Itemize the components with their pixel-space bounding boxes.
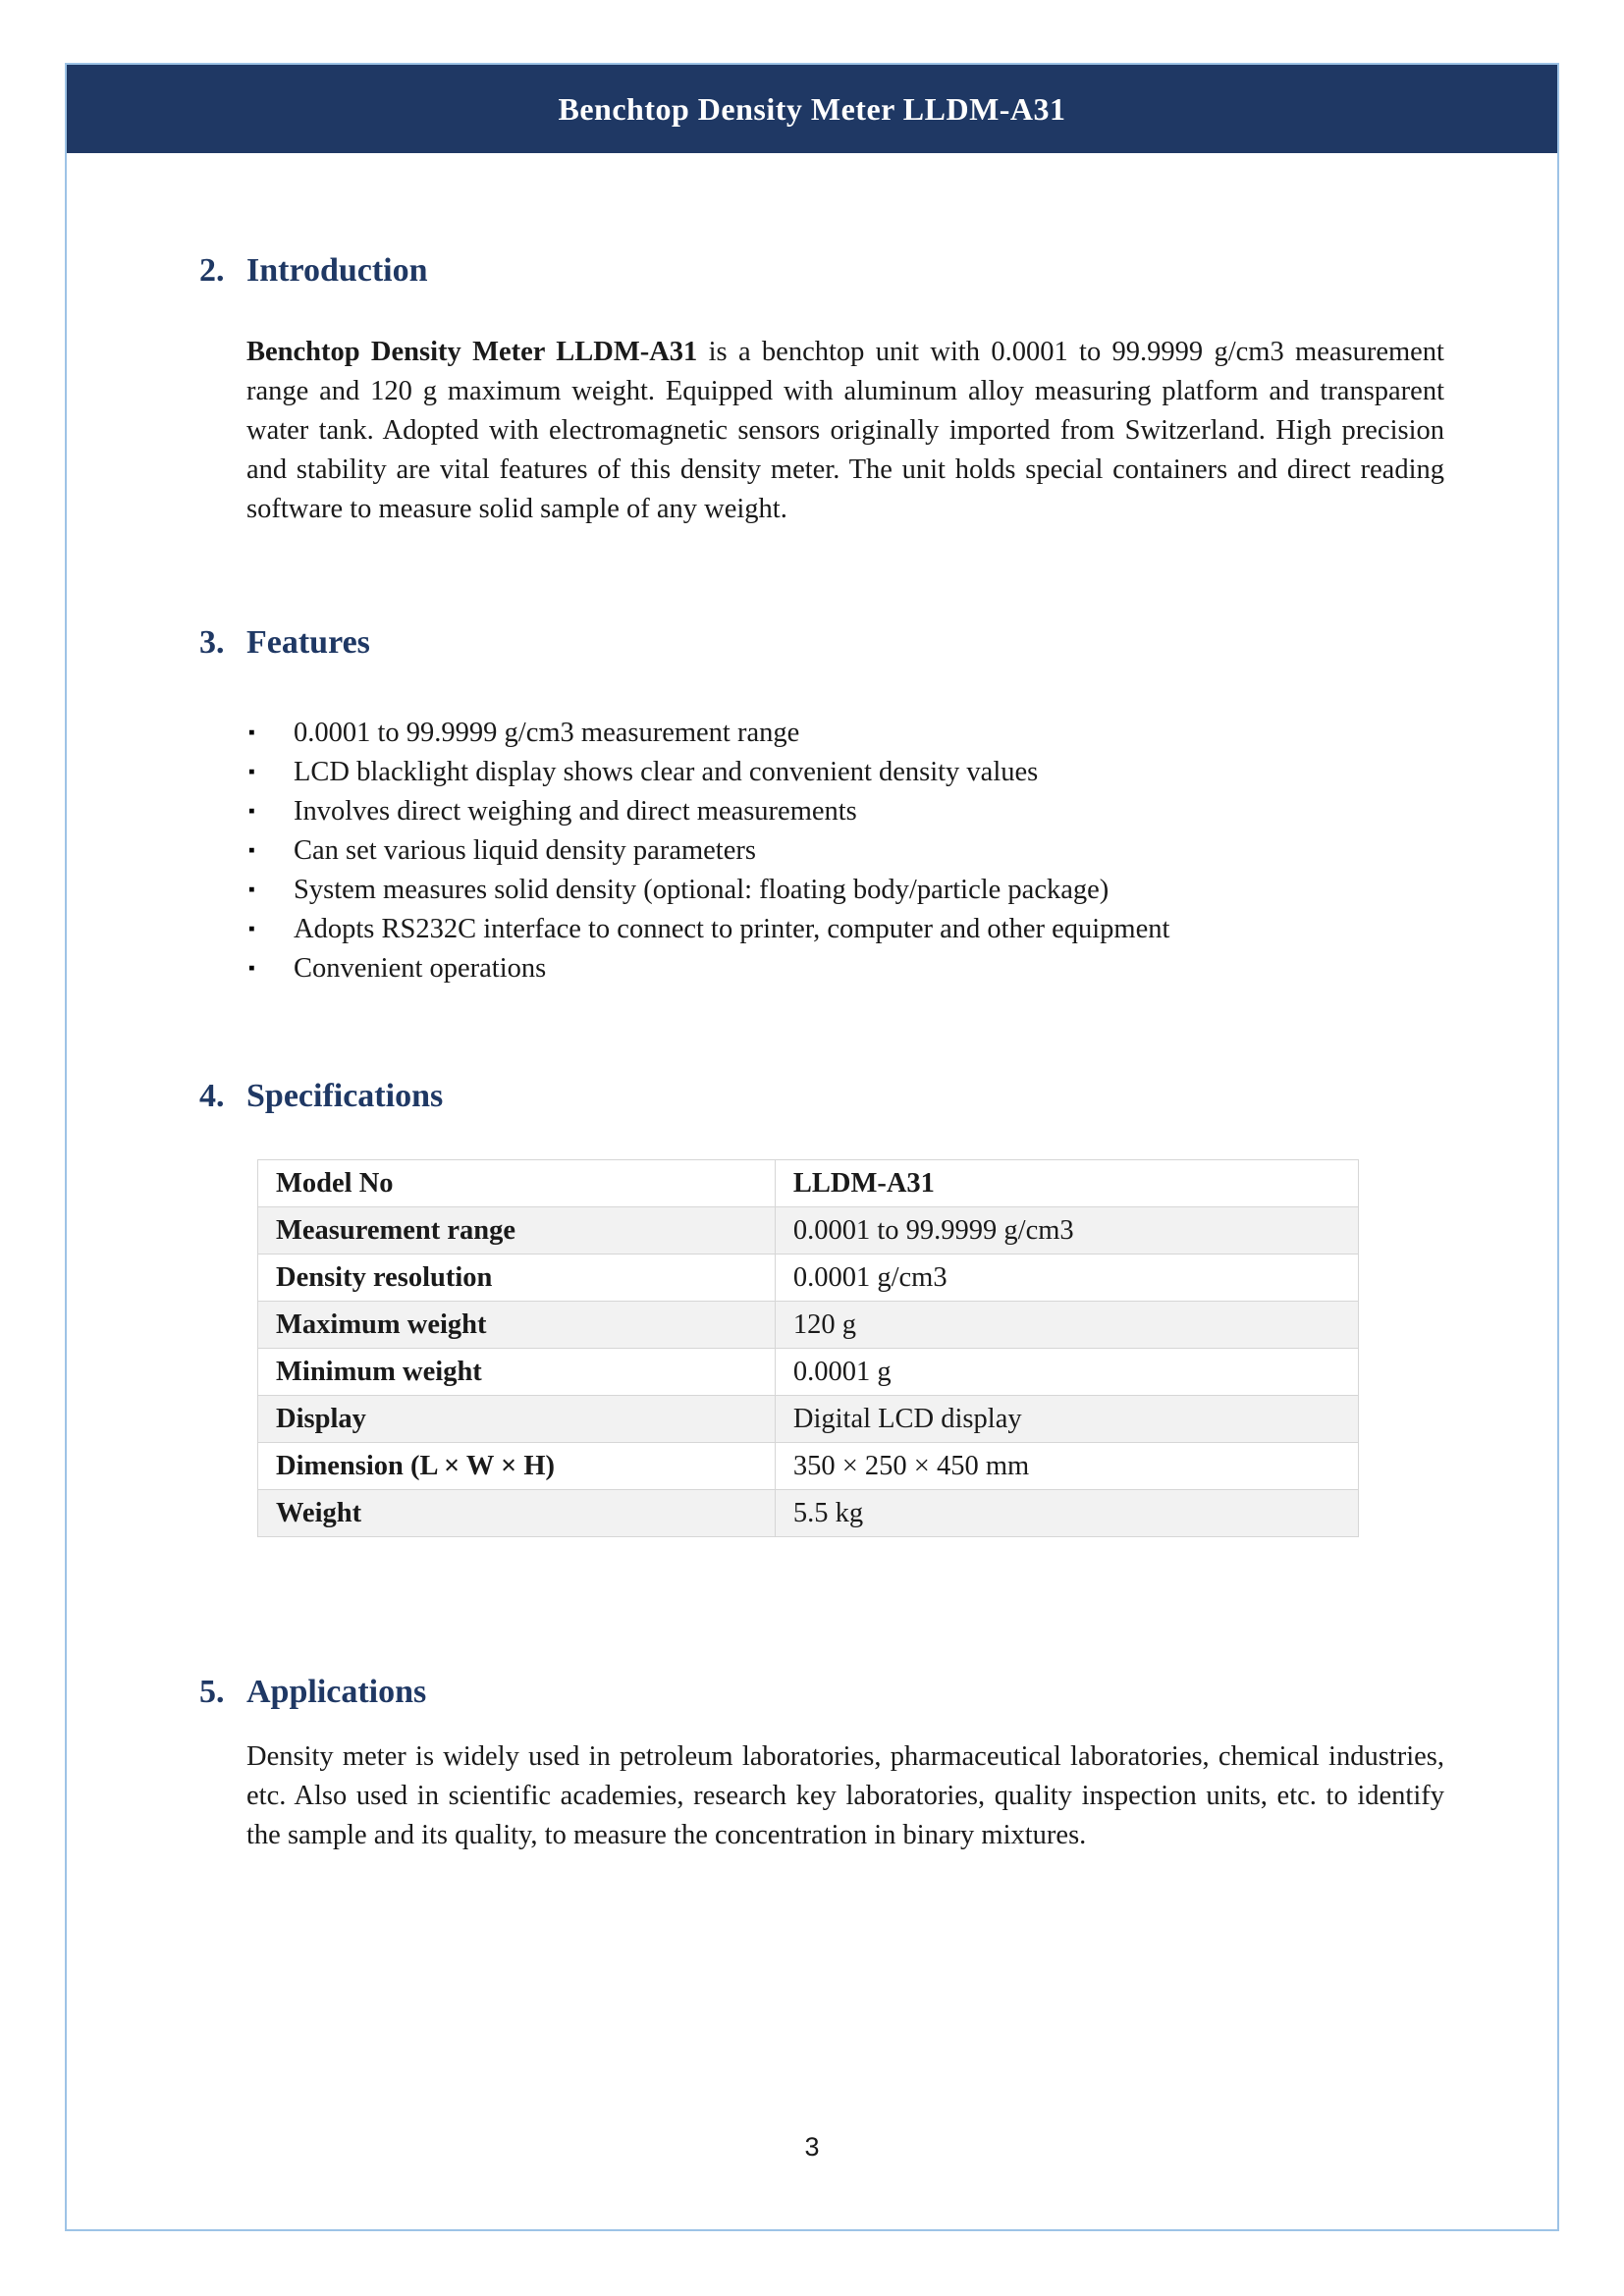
- section-title: Applications: [246, 1674, 427, 1710]
- section-number: 2.: [199, 252, 225, 289]
- section-applications: [199, 1671, 1444, 1855]
- table-row: [258, 1207, 1359, 1255]
- square-bullet-icon: ▪: [248, 722, 255, 743]
- section-title: Specifications: [246, 1078, 444, 1114]
- page-number: 3: [804, 2132, 820, 2162]
- feature-text: System measures solid density (optional: floating body/particle package): [294, 875, 1110, 905]
- feature-text: Can set various liquid density parameters: [294, 835, 756, 866]
- spec-label: Density resolution: [258, 1255, 776, 1302]
- section-heading-applications: [199, 1671, 1444, 1714]
- spec-value: LLDM-A31: [775, 1160, 1358, 1207]
- section-number: 5.: [199, 1674, 225, 1710]
- square-bullet-icon: ▪: [248, 880, 255, 900]
- square-bullet-icon: ▪: [248, 840, 255, 861]
- spec-value: Digital LCD display: [775, 1396, 1358, 1443]
- section-specifications: [199, 1075, 1444, 1537]
- introduction-body-text: is a benchtop unit with 0.0001 to 99.9999 g/cm3 measurement range and 120 g maximum weight. Equipped with aluminum alloy measuring platform and transparent water tank. Adopted with electromagnetic sensors originally imported from Switzerland. High precision and stability are vital features of this density meter. The unit holds special containers and direct reading software to measure solid sample of any weight.: [246, 337, 1444, 524]
- table-row: [258, 1443, 1359, 1490]
- table-row: [258, 1396, 1359, 1443]
- list-item: [248, 910, 1444, 949]
- section-title: Introduction: [246, 252, 428, 289]
- spec-value: 120 g: [775, 1302, 1358, 1349]
- feature-text: Adopts RS232C interface to connect to printer, computer and other equipment: [294, 914, 1170, 944]
- section-heading-specifications: [199, 1075, 1444, 1118]
- feature-text: 0.0001 to 99.9999 g/cm3 measurement range: [294, 718, 800, 748]
- table-row: [258, 1302, 1359, 1349]
- section-introduction: [199, 249, 1444, 529]
- spec-label: Minimum weight: [258, 1349, 776, 1396]
- feature-text: Involves direct weighing and direct measurements: [294, 796, 857, 827]
- spec-label: Maximum weight: [258, 1302, 776, 1349]
- spec-value: 0.0001 to 99.9999 g/cm3: [775, 1207, 1358, 1255]
- document-title: Benchtop Density Meter LLDM-A31: [558, 90, 1066, 127]
- section-heading-introduction: [199, 249, 1444, 293]
- table-row: [258, 1349, 1359, 1396]
- list-item: [248, 831, 1444, 871]
- feature-text: LCD blacklight display shows clear and convenient density values: [294, 757, 1039, 787]
- document-header-band: [67, 65, 1557, 153]
- list-item: [248, 714, 1444, 753]
- applications-paragraph: Density meter is widely used in petroleum laboratories, pharmaceutical laboratories, chemical industries, etc. Also used in scientific academies, research key laboratories, quality inspection units, etc. to identify the sample and its quality, to measure the concentration in binary mixtures.: [246, 1741, 1444, 1850]
- section-features: [199, 621, 1444, 988]
- square-bullet-icon: ▪: [248, 801, 255, 822]
- square-bullet-icon: ▪: [248, 958, 255, 979]
- spec-value: 5.5 kg: [775, 1490, 1358, 1537]
- introduction-lead-bold: Benchtop Density Meter LLDM-A31: [246, 337, 698, 367]
- section-number: 4.: [199, 1078, 225, 1114]
- introduction-paragraph: [246, 333, 1444, 529]
- square-bullet-icon: ▪: [248, 919, 255, 939]
- spec-value: 0.0001 g: [775, 1349, 1358, 1396]
- list-item: [248, 753, 1444, 792]
- list-item: [248, 949, 1444, 988]
- list-item: [248, 871, 1444, 910]
- list-item: [248, 792, 1444, 831]
- spec-label: Model No: [258, 1160, 776, 1207]
- section-title: Features: [246, 624, 370, 661]
- section-number: 3.: [199, 624, 225, 661]
- spec-label: Display: [258, 1396, 776, 1443]
- spec-value: 0.0001 g/cm3: [775, 1255, 1358, 1302]
- spec-label: Dimension (L × W × H): [258, 1443, 776, 1490]
- table-row: [258, 1160, 1359, 1207]
- page-content: [67, 153, 1557, 1855]
- spec-value: 350 × 250 × 450 mm: [775, 1443, 1358, 1490]
- spec-label: Measurement range: [258, 1207, 776, 1255]
- feature-list: [248, 714, 1444, 988]
- page-border-frame: [65, 63, 1559, 2231]
- table-row: [258, 1490, 1359, 1537]
- specifications-table: [257, 1159, 1359, 1537]
- table-row: [258, 1255, 1359, 1302]
- spec-label: Weight: [258, 1490, 776, 1537]
- section-heading-features: [199, 621, 1444, 665]
- square-bullet-icon: ▪: [248, 762, 255, 782]
- feature-text: Convenient operations: [294, 953, 547, 984]
